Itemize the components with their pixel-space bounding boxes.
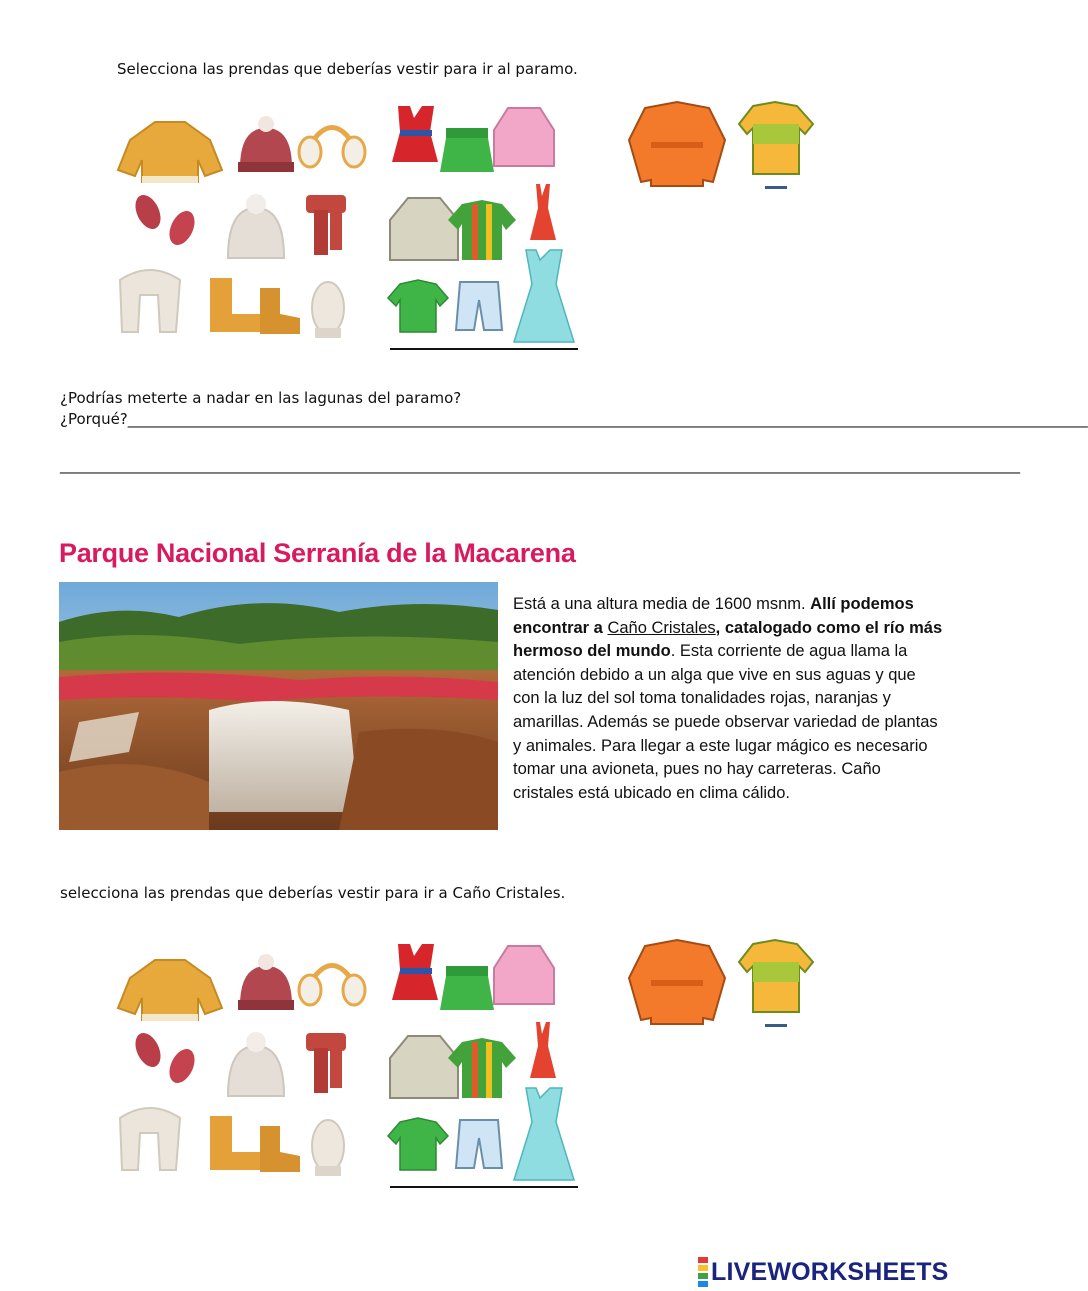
white-scarf-icon — [120, 270, 180, 332]
khaki-jacket-icon — [390, 1036, 458, 1098]
winter-clothes-panel — [118, 116, 365, 338]
shorts-icon — [456, 282, 502, 330]
white-mitten-icon — [312, 282, 344, 338]
cano-cristales-link[interactable]: Caño Cristales — [607, 618, 716, 637]
scarf-icon — [306, 195, 346, 255]
instruction-cano-cristales: selecciona las prendas que deberías vestir para ir a Caño Cristales. — [60, 884, 566, 902]
summer-clothes-panel — [388, 106, 578, 350]
swimsuit-icon — [530, 1022, 556, 1078]
answer-line-2 — [390, 1186, 578, 1188]
clothing-options-paramo — [110, 100, 830, 360]
extra-shirts-panel — [629, 102, 813, 189]
white-mitten-icon — [312, 1120, 344, 1176]
yellow-shirt-icon — [739, 940, 813, 1012]
park-description — [513, 593, 943, 805]
clothing-illustrations — [110, 100, 830, 360]
orange-longsleeve-icon — [629, 940, 725, 1024]
beanie-icon — [238, 116, 294, 172]
mittens-icon — [130, 191, 199, 249]
clothing-illustrations-2 — [110, 938, 830, 1198]
liveworksheets-logo — [698, 1256, 949, 1288]
section-title: Parque Nacional Serranía de la Macarena — [59, 538, 576, 568]
clothing-options-cano-cristales — [110, 938, 830, 1198]
logo-mark — [698, 1256, 708, 1288]
blue-dress-icon — [514, 1088, 574, 1180]
pompom-hat-icon — [228, 194, 284, 258]
green-tshirt-icon — [388, 280, 448, 332]
waterfall-image — [59, 582, 498, 830]
question-line-1: ¿Podrías meterte a nadar en las lagunas del paramo? — [60, 389, 462, 407]
cano-cristales-photo — [59, 582, 498, 830]
desc-part-2: . Esta corriente de agua llama la atención debido a un alga que vive en sus aguas y que con la luz del sol toma tonalidades rojas, naranjas y amarillas. Además se puede observar variedad de plantas y animales. Para llegar a este lugar mágico es necesario tomar una avioneta, pues no hay carreteras. Caño cristales está ubicado en clima cálido. — [513, 642, 938, 802]
beanie-icon — [238, 954, 294, 1010]
green-skirt-icon — [440, 966, 494, 1010]
boots-icon — [210, 1116, 300, 1172]
sweater-icon — [118, 960, 222, 1021]
question-line-2 — [60, 409, 1088, 430]
red-dress-icon — [392, 944, 438, 1000]
winter-clothes-panel-2 — [118, 954, 365, 1176]
green-skirt-icon — [440, 128, 494, 172]
shorts-icon — [456, 1120, 502, 1168]
pink-jacket-icon — [494, 946, 554, 1004]
desc-part-1: Está a una altura media de 1600 msnm. — [513, 595, 811, 613]
red-dress-icon — [392, 106, 438, 162]
desc-bold-2: , catalogado como el río más hermoso del mundo — [513, 618, 943, 661]
swimsuit-icon — [530, 184, 556, 240]
earmuffs-icon — [299, 966, 365, 1006]
logo-text: LIVEWORKSHEETS — [711, 1257, 949, 1286]
scarf-icon — [306, 1033, 346, 1093]
mittens-icon — [130, 1029, 199, 1087]
boots-icon — [210, 278, 300, 334]
summer-clothes-panel-2 — [388, 944, 578, 1188]
blue-dress-icon — [514, 250, 574, 342]
desc-bold-1: Allí podemos encontrar a — [513, 595, 914, 637]
answer-rule-2[interactable]: ________________________________________________________________________________________________________________________________ — [60, 456, 1020, 474]
sweater-icon — [118, 122, 222, 183]
extra-shirts-panel-2 — [629, 940, 813, 1027]
answer-line-1 — [390, 348, 578, 350]
yellow-shirt-icon — [739, 102, 813, 174]
earmuffs-icon — [299, 128, 365, 168]
answer-rule-1[interactable]: ________________________________________________________________________________________________________________________________ — [127, 410, 1088, 428]
green-tshirt-icon — [388, 1118, 448, 1170]
khaki-jacket-icon — [390, 198, 458, 260]
instruction-paramo: Selecciona las prendas que deberías vestir para ir al paramo. — [117, 60, 578, 78]
white-scarf-icon — [120, 1108, 180, 1170]
pink-jacket-icon — [494, 108, 554, 166]
pompom-hat-icon — [228, 1032, 284, 1096]
question-block — [60, 388, 1088, 430]
orange-longsleeve-icon — [629, 102, 725, 186]
question-line-2-prefix: ¿Porqué? — [60, 410, 128, 428]
